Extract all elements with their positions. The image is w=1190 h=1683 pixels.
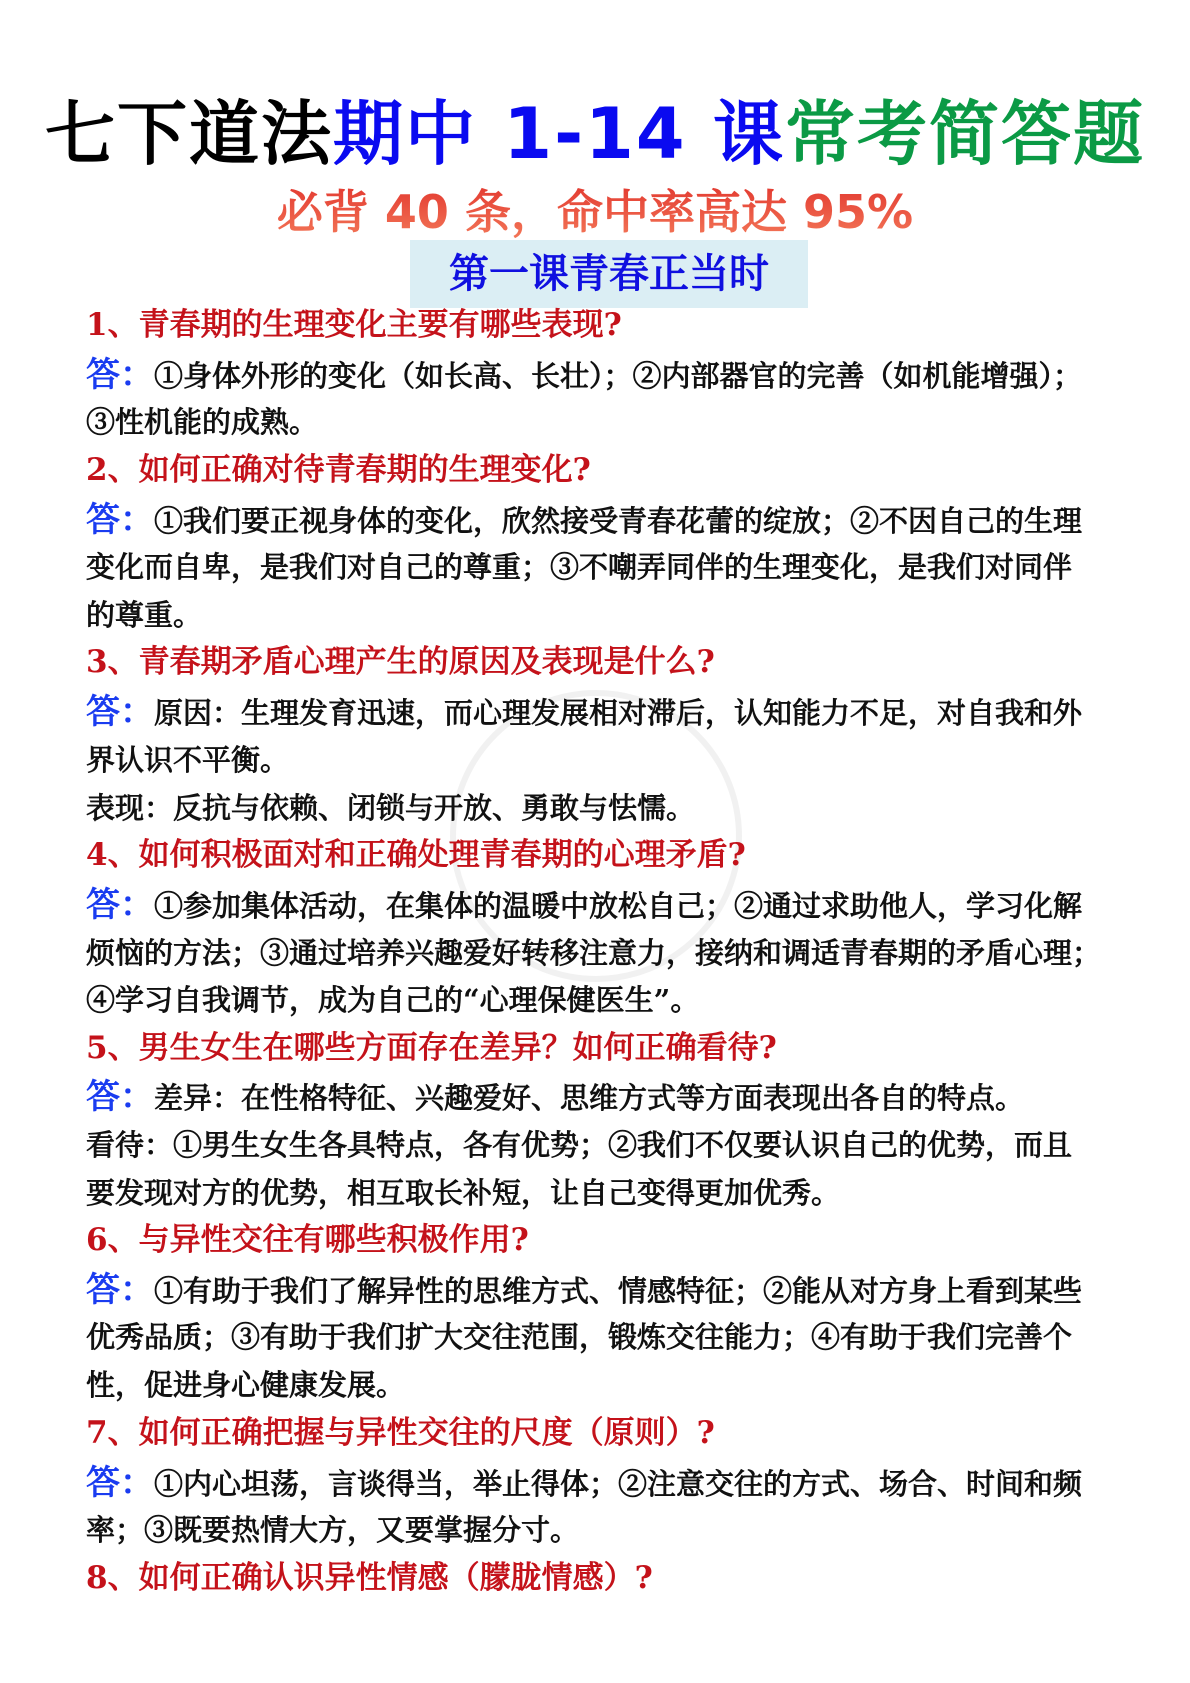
answer-label: 答： [86,1077,154,1117]
answer-line [86,355,1082,396]
answer-text: 变化而自卑，是我们对自己的尊重；③不嘲弄同伴的生理变化，是我们对同伴 [86,550,1073,584]
answer-text: 界认识不平衡。 [86,743,290,777]
answer-label: 答： [86,885,154,925]
answer-text: 看待：①男生女生各具特点，各有优势；②我们不仅要认识自己的优势，而且 [86,1128,1073,1162]
answer-line [86,1510,579,1550]
answer-line [86,788,695,828]
answer-line [86,402,318,442]
page-title [0,78,1190,179]
answer-line [86,1365,405,1405]
answer-text: ①身体外形的变化（如长高、长壮）；②内部器官的完善（如机能增强）； [154,359,1083,393]
title-part-1: 七下道法 [45,93,334,175]
answer-label: 答： [86,500,154,540]
answer-line [86,1125,1072,1165]
answer-text: ④学习自我调节，成为自己的“心理保健医生”。 [86,983,700,1017]
answer-line [86,1077,1024,1118]
answer-text: 的尊重。 [86,598,203,632]
answer-label: 答： [86,1270,154,1310]
answer-label: 答： [86,1463,154,1503]
question-2: 2、如何正确对待青春期的生理变化? [86,452,591,488]
answer-line [86,547,1072,587]
title-part-3: 常考简答题 [784,93,1145,175]
answer-text: ③性机能的成熟。 [86,405,319,439]
title-part-2: 期中 1-14 课 [333,93,785,175]
answer-line [86,1173,840,1213]
answer-text: 性，促进身心健康发展。 [86,1368,406,1402]
answer-line [86,1317,1072,1357]
question-6: 6、与异性交往有哪些积极作用? [86,1222,529,1258]
answer-line [86,1270,1082,1311]
answer-text: 表现：反抗与依赖、闭锁与开放、勇敢与怯懦。 [86,791,696,825]
section-header: 第一课青春正当时 [410,240,808,308]
answer-label: 答： [86,692,154,732]
answer-line [86,980,699,1020]
question-8: 8、如何正确认识异性情感（朦胧情感）? [86,1560,653,1596]
answer-line [86,740,289,780]
answer-line [86,692,1082,733]
answer-line [86,500,1082,541]
answer-line [86,933,1101,973]
answer-label: 答： [86,355,154,395]
answer-line [86,885,1082,926]
question-3: 3、青春期矛盾心理产生的原因及表现是什么? [86,644,715,680]
answer-text: 烦恼的方法；③通过培养兴趣爱好转移注意力，接纳和调适青春期的矛盾心理； [86,936,1102,970]
answer-text: 优秀品质；③有助于我们扩大交往范围，锻炼交往能力；④有助于我们完善个 [86,1320,1073,1354]
question-5: 5、男生女生在哪些方面存在差异？如何正确看待? [86,1030,777,1066]
question-1: 1、青春期的生理变化主要有哪些表现? [86,307,622,343]
subtitle: 必背 40 条，命中率高达 95% [0,176,1190,242]
answer-text: ①参加集体活动，在集体的温暖中放松自己；②通过求助他人，学习化解 [154,889,1083,923]
question-7: 7、如何正确把握与异性交往的尺度（原则）? [86,1415,715,1451]
answer-text: ①我们要正视身体的变化，欣然接受青春花蕾的绽放；②不因自己的生理 [154,504,1083,538]
question-4: 4、如何积极面对和正确处理青春期的心理矛盾? [86,837,746,873]
answer-text: 原因：生理发育迅速，而心理发展相对滞后，认知能力不足，对自我和外 [154,696,1083,730]
answer-text: 差异：在性格特征、兴趣爱好、思维方式等方面表现出各自的特点。 [154,1081,1025,1115]
answer-text: 要发现对方的优势，相互取长补短，让自己变得更加优秀。 [86,1176,841,1210]
answer-line [86,595,202,635]
answer-line [86,1463,1082,1504]
answer-text: 率；③既要热情大方，又要掌握分寸。 [86,1513,580,1547]
answer-text: ①内心坦荡，言谈得当，举止得体；②注意交往的方式、场合、时间和频 [154,1467,1083,1501]
answer-text: ①有助于我们了解异性的思维方式、情感特征；②能从对方身上看到某些 [154,1274,1083,1308]
